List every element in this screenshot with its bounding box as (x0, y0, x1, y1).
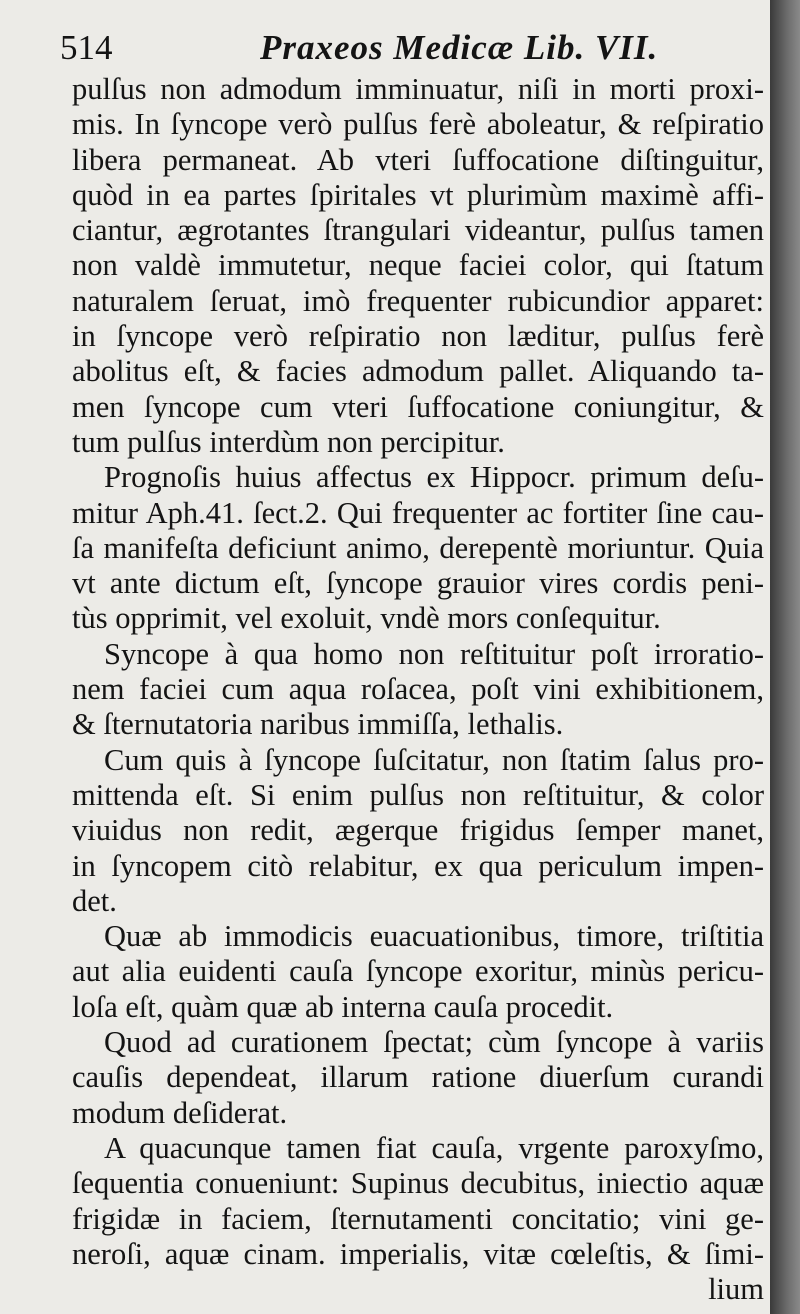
text-line: in ſyncopem citò relabitur, ex qua periculum impen- (72, 848, 764, 883)
text-line: det. (72, 883, 117, 918)
text-line: men ſyncope cum vteri ſuffocatione coniungitur, & (72, 389, 764, 424)
text-line: ſequentia conueniunt: Supinus decubitus, iniectio aquæ (72, 1166, 764, 1201)
text-line: mittenda eſt. Si enim pulſus non reſtituitur, & color (72, 777, 764, 812)
text-line: ciantur, ægrotantes ſtrangulari videantur, pulſus tamen (72, 213, 764, 248)
page-header (60, 28, 760, 76)
text-line: loſa eſt, quàm quæ ab interna cauſa procedit. (72, 989, 614, 1024)
text-line: aut alia euidenti cauſa ſyncope exoritur, minùs pericu- (72, 954, 764, 989)
text-line: in ſyncope verò reſpiratio non læditur, pulſus ferè (72, 319, 764, 354)
text-line: tùs opprimit, vel exoluit, vndè mors conſequitur. (72, 601, 661, 636)
text-line: viuidus non redit, ægerque frigidus ſemper manet, (72, 813, 764, 848)
text-line: tum pulſus interdùm non percipitur. (72, 424, 505, 459)
text-line: modum deſiderat. (72, 1095, 288, 1130)
text-line: pulſus non admodum imminuatur, niſi in morti proxi- (72, 72, 764, 106)
text-line: lium (708, 1272, 764, 1307)
text-line: A quacunque tamen fiat cauſa, vrgente paroxyſmo, (104, 1130, 764, 1165)
text-line: non valdè immutetur, neque faciei color, qui ſtatum (72, 248, 764, 283)
text-line: neroſi, aquæ cinam. imperialis, vitæ cœleſtis, & ſimi- (72, 1236, 764, 1271)
text-line: Syncope à qua homo non reſtituitur poſt irroratio- (104, 636, 764, 671)
text-line: vt ante dictum eſt, ſyncope grauior vires cordis peni- (72, 566, 764, 601)
text-line: Quod ad curationem ſpectat; cùm ſyncope à variis (104, 1025, 764, 1060)
text-line: naturalem ſeruat, imò frequenter rubicundior apparet: (72, 283, 764, 318)
text-line: cauſis dependeat, illarum ratione diuerſum curandi (72, 1060, 764, 1095)
book-gutter (770, 0, 800, 1314)
text-line: Prognoſis huius affectus ex Hippocr. primum deſu- (104, 460, 764, 495)
body-text (72, 72, 764, 1307)
running-title: Praxeos Medicæ Lib. VII. (260, 28, 659, 67)
text-line: quòd in ea partes ſpiritales vt plurimùm maximè affi- (72, 177, 764, 212)
text-line: libera permaneat. Ab vteri ſuffocatione diſtinguitur, (72, 142, 764, 177)
text-line: abolitus eſt, & facies admodum pallet. Aliquando ta- (72, 354, 764, 389)
text-line: mis. In ſyncope verò pulſus ferè aboleatur, & reſpiratio (72, 107, 764, 142)
text-line: & ſternutatoria naribus immiſſa, lethalis. (72, 707, 564, 742)
text-line: Cum quis à ſyncope ſuſcitatur, non ſtatim ſalus pro- (104, 742, 764, 777)
page-number: 514 (60, 28, 113, 67)
text-line: Quæ ab immodicis euacuationibus, timore, triſtitia (104, 919, 764, 954)
text-line: frigidæ in faciem, ſternutamenti concitatio; vini ge- (72, 1201, 764, 1236)
text-line: ſa manifeſta deficiunt animo, derepentè moriuntur. Quia (72, 530, 764, 565)
text-line: nem faciei cum aqua roſacea, poſt vini exhibitionem, (72, 672, 764, 707)
text-line: mitur Aph.41. ſect.2. Qui frequenter ac fortiter ſine cau- (72, 495, 764, 530)
